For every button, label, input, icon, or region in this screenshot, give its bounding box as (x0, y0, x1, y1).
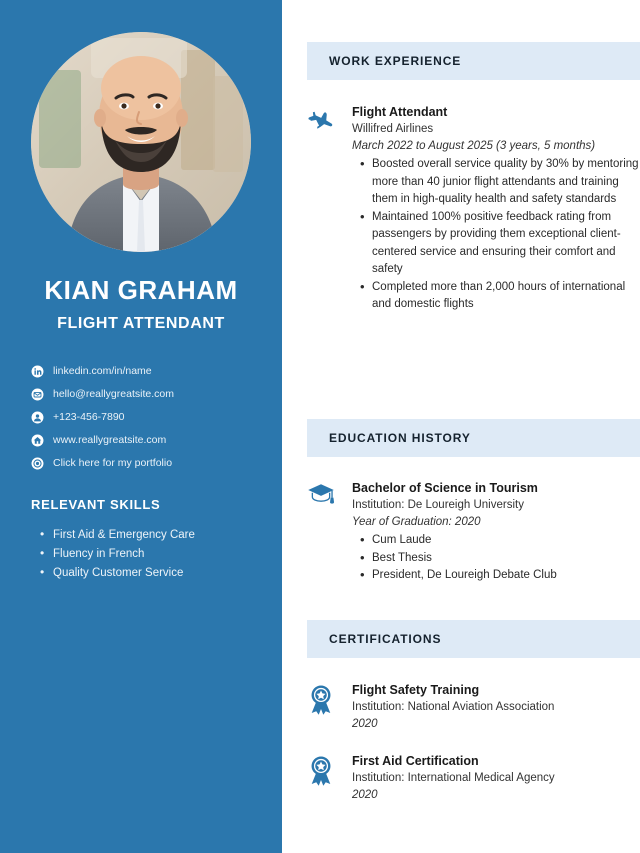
award-ribbon-icon (302, 753, 340, 804)
entry-title: Bachelor of Science in Tourism (352, 481, 538, 495)
contact-text-website: www.reallygreatsite.com (53, 434, 167, 446)
graduation-cap-icon (302, 480, 340, 585)
section-header-education-history (307, 419, 640, 457)
list-item: • President, De Loureigh Debate Club (372, 567, 640, 585)
list-item: • Quality Customer Service (53, 564, 261, 583)
certification-entry-body (340, 753, 640, 804)
education-entry (302, 480, 640, 585)
section-title: EDUCATION HISTORY (329, 431, 471, 445)
entry-date: Year of Graduation: 2020 (352, 516, 481, 528)
contact-text-portfolio: Click here for my portfolio (53, 457, 173, 469)
graduation-cap-glyph (307, 482, 335, 508)
contact-item-email[interactable] (31, 385, 261, 404)
contact-item-linkedin[interactable] (31, 362, 261, 381)
entry-bullets (352, 156, 640, 314)
work-entry-body (340, 104, 640, 314)
entry-institution: Institution: National Aviation Association (352, 701, 555, 713)
full-name: KIAN GRAHAM (44, 275, 238, 305)
entry-title: Flight Attendant (352, 105, 448, 119)
person-icon (31, 411, 44, 424)
portrait-photo (31, 32, 251, 252)
entry-date: 2020 (352, 718, 378, 730)
contact-list (31, 362, 261, 477)
contact-text-email: hello@reallygreatsite.com (53, 388, 174, 400)
entry-institution: Institution: International Medical Agency (352, 772, 555, 784)
list-item: • Best Thesis (372, 550, 640, 568)
list-item: • Fluency in French (53, 545, 261, 564)
list-item: • Boosted overall service quality by 30% by mentoring more than 40 junior flight attendants and training them in high-quality health and safety standards (372, 156, 640, 209)
avatar (31, 32, 251, 252)
award-ribbon-glyph (308, 684, 334, 716)
work-entry (302, 104, 640, 314)
contact-item-portfolio[interactable] (31, 454, 261, 473)
name-block (0, 276, 282, 333)
target-icon (31, 457, 44, 470)
entry-title: First Aid Certification (352, 754, 479, 768)
list-item: • Completed more than 2,000 hours of international and domestic flights (372, 279, 640, 314)
entry-title: Flight Safety Training (352, 683, 480, 697)
certification-entry (302, 753, 640, 804)
award-ribbon-icon (302, 682, 340, 733)
list-item: • Maintained 100% positive feedback rating from passengers by providing them exceptional client-centered service and ensuring their comfort and safety (372, 209, 640, 279)
entry-date: March 2022 to August 2025 (3 years, 5 months) (352, 140, 596, 152)
home-icon (31, 434, 44, 447)
education-entry-body (340, 480, 640, 585)
certification-entry-body (340, 682, 640, 733)
entry-institution: Willifred Airlines (352, 123, 434, 135)
contact-text-linkedin: linkedin.com/in/name (53, 365, 152, 377)
envelope-icon (31, 388, 44, 401)
airplane-glyph (308, 106, 335, 133)
relevant-skills-section (31, 497, 261, 583)
certification-entry (302, 682, 640, 733)
sidebar (0, 0, 282, 853)
entry-institution: Institution: De Loureigh University (352, 499, 524, 511)
contact-item-phone[interactable] (31, 408, 261, 427)
linkedin-icon (31, 365, 44, 378)
entry-bullets (352, 532, 640, 585)
list-item: • Cum Laude (372, 532, 640, 550)
section-header-certifications (307, 620, 640, 658)
list-item: • First Aid & Emergency Care (53, 526, 261, 545)
skills-list (31, 526, 261, 583)
contact-text-phone: +123-456-7890 (53, 411, 125, 423)
main-content (282, 0, 640, 853)
entry-date: 2020 (352, 789, 378, 801)
section-title: WORK EXPERIENCE (329, 54, 462, 68)
contact-item-website[interactable] (31, 431, 261, 450)
skills-heading: RELEVANT SKILLS (31, 497, 161, 512)
section-title: CERTIFICATIONS (329, 632, 442, 646)
airplane-icon (302, 104, 340, 314)
section-header-work-experience (307, 42, 640, 80)
award-ribbon-glyph (308, 755, 334, 787)
job-title: FLIGHT ATTENDANT (57, 314, 225, 332)
